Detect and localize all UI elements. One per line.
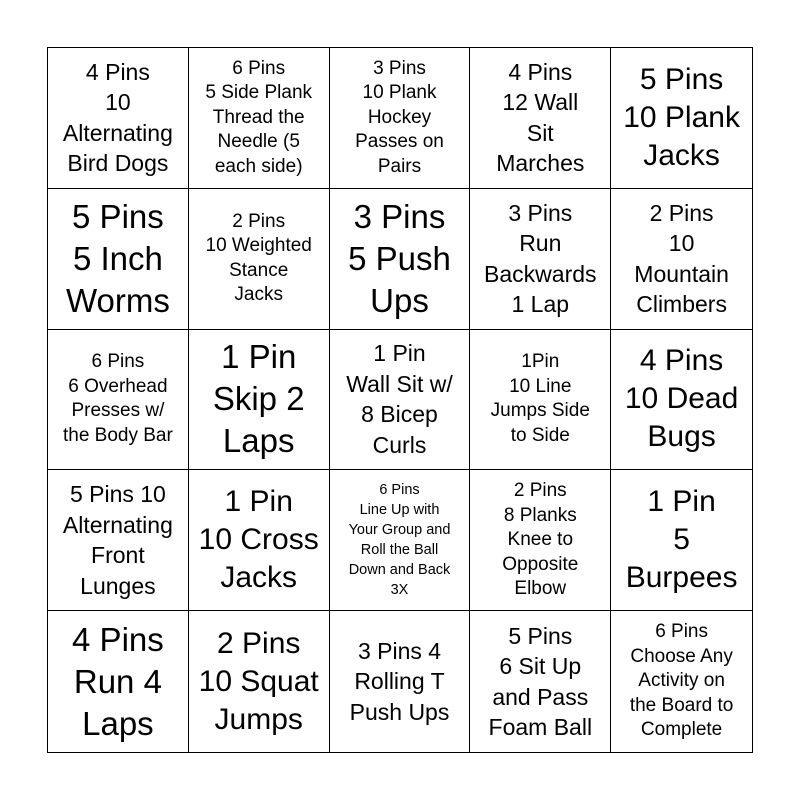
bingo-cell[interactable] — [611, 470, 752, 611]
cell-text: 2 Pins 10 Squat Jumps — [198, 626, 319, 736]
bingo-cell[interactable] — [330, 330, 471, 471]
bingo-cell[interactable] — [48, 611, 189, 752]
bingo-cell[interactable] — [611, 189, 752, 330]
cell-text: 1 Pin 5 Burpees — [625, 485, 738, 595]
cell-text: 6 Pins Line Up with Your Group and Roll the Ball Down and Back 3X — [348, 482, 451, 599]
bingo-cell[interactable] — [611, 611, 752, 752]
cell-text: 5 Pins 6 Sit Up and Pass Foam Ball — [488, 622, 593, 741]
cell-text: 3 Pins Run Backwards 1 Lap — [484, 199, 597, 318]
bingo-cell[interactable] — [470, 470, 611, 611]
bingo-cell[interactable] — [470, 48, 611, 189]
bingo-cell[interactable] — [48, 330, 189, 471]
bingo-cell[interactable] — [189, 470, 330, 611]
bingo-cell[interactable] — [189, 611, 330, 752]
cell-text: 4 Pins Run 4 Laps — [72, 620, 164, 742]
bingo-cell[interactable] — [330, 470, 471, 611]
cell-text: 5 Pins 10 Alternating Front Lunges — [62, 481, 173, 599]
cell-text: 6 Pins Choose Any Activity on the Board to Complete — [629, 621, 734, 741]
bingo-board — [47, 47, 753, 753]
cell-text: 4 Pins 10 Alternating Bird Dogs — [62, 58, 173, 177]
bingo-cell[interactable] — [330, 48, 471, 189]
cell-text: 3 Pins 4 Rolling T Push Ups — [349, 637, 450, 725]
cell-text: 2 Pins 8 Planks Knee to Opposite Elbow — [502, 480, 579, 600]
bingo-cell[interactable] — [48, 189, 189, 330]
cell-text: 4 Pins 10 Dead Bugs — [624, 344, 739, 454]
cell-text: 1 Pin Skip 2 Laps — [212, 338, 305, 460]
bingo-cell[interactable] — [470, 611, 611, 752]
cell-text: 2 Pins 10 Mountain Climbers — [634, 199, 729, 318]
bingo-cell[interactable] — [611, 48, 752, 189]
cell-text: 5 Pins 5 Inch Worms — [65, 197, 170, 319]
bingo-cell[interactable] — [189, 48, 330, 189]
bingo-cell[interactable] — [330, 611, 471, 752]
cell-text: 1Pin 10 Line Jumps Side to Side — [490, 351, 590, 446]
cell-text: 1 Pin Wall Sit w/ 8 Bicep Curls — [346, 340, 453, 458]
bingo-cell[interactable] — [189, 330, 330, 471]
cell-text: 5 Pins 10 Plank Jacks — [623, 62, 740, 172]
bingo-cell[interactable] — [470, 330, 611, 471]
cell-text: 3 Pins 10 Plank Hockey Passes on Pairs — [355, 57, 444, 177]
bingo-cell[interactable] — [470, 189, 611, 330]
cell-text: 4 Pins 12 Wall Sit Marches — [496, 58, 585, 177]
bingo-cell[interactable] — [330, 189, 471, 330]
bingo-cell[interactable] — [189, 189, 330, 330]
bingo-cell[interactable] — [611, 330, 752, 471]
cell-text: 6 Pins 5 Side Plank Thread the Needle (5 each side) — [205, 57, 313, 177]
bingo-cell[interactable] — [48, 48, 189, 189]
cell-text: 6 Pins 6 Overhead Presses w/ the Body Bar — [62, 351, 173, 446]
cell-text: 3 Pins 5 Push Ups — [348, 197, 451, 319]
cell-text: 1 Pin 10 Cross Jacks — [198, 485, 319, 595]
cell-text: 2 Pins 10 Weighted Stance Jacks — [205, 210, 312, 306]
bingo-cell[interactable] — [48, 470, 189, 611]
